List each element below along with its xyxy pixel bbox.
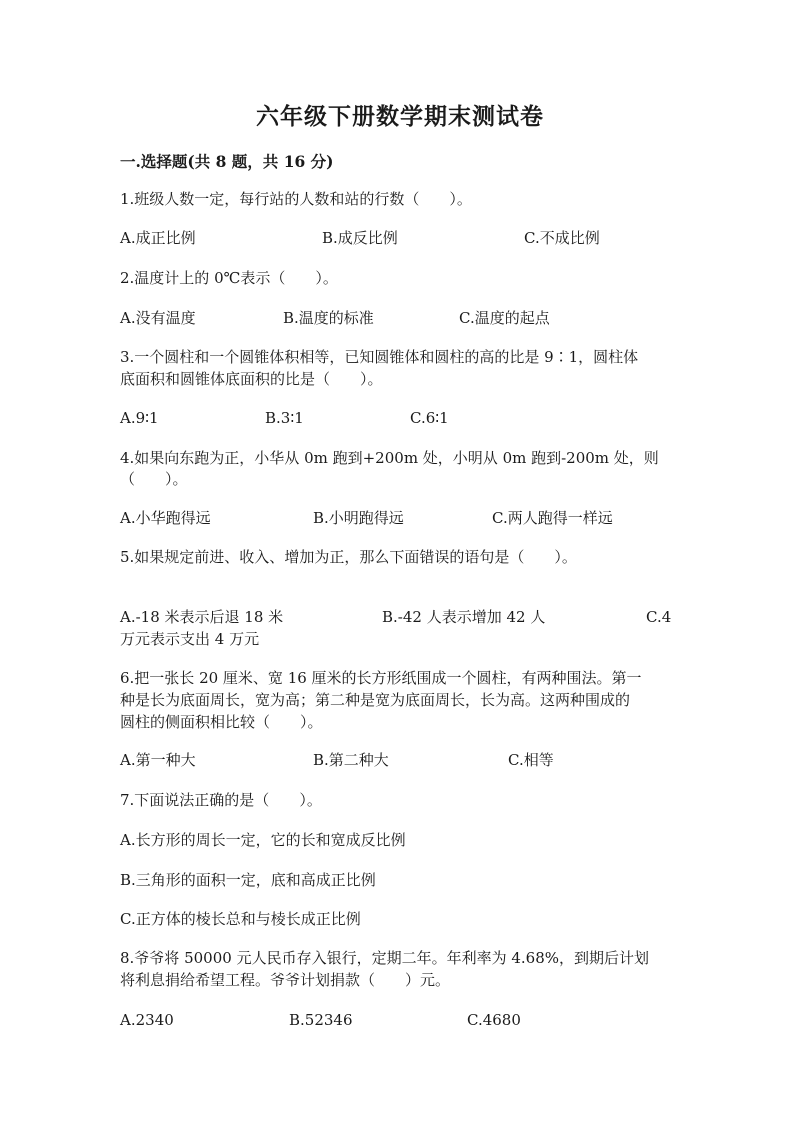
question-5-option-a: A.-18 米表示后退 18 米 — [120, 608, 284, 626]
question-2-option-a: A.没有温度 — [120, 309, 196, 327]
question-1-text: 1.班级人数一定，每行站的人数和站的行数（ ）。 — [120, 190, 472, 208]
question-1-option-a: A.成正比例 — [120, 229, 196, 247]
question-2-text: 2.温度计上的 0℃表示（ ）。 — [120, 269, 338, 287]
question-5-option-c-wrap: 万元表示支出 4 万元 — [120, 630, 260, 648]
question-4-text-line-2: （ ）。 — [120, 470, 188, 488]
question-6-option-b: B.第二种大 — [313, 751, 389, 769]
question-6-text-line-3: 圆柱的侧面积相比较（ ）。 — [120, 713, 323, 731]
question-3-option-c: C.6∶1 — [410, 409, 449, 427]
question-4-option-a: A.小华跑得远 — [120, 509, 211, 527]
question-7-text: 7.下面说法正确的是（ ）。 — [120, 791, 322, 809]
question-6-option-a: A.第一种大 — [120, 751, 196, 769]
question-4-option-b: B.小明跑得远 — [313, 509, 404, 527]
section-heading: 一.选择题(共 8 题，共 16 分) — [120, 152, 334, 171]
question-2-option-c: C.温度的起点 — [459, 309, 550, 327]
question-5-option-c: C.4 — [646, 608, 672, 626]
question-7-option-b: B.三角形的面积一定，底和高成正比例 — [120, 871, 376, 889]
question-8-option-c: C.4680 — [467, 1011, 521, 1029]
question-4-option-c: C.两人跑得一样远 — [492, 509, 613, 527]
question-6-text-line-2: 种是长为底面周长，宽为高；第二种是宽为底面周长，长为高。这两种围成的 — [120, 691, 631, 709]
question-4-text-line-1: 4.如果向东跑为正，小华从 0m 跑到+200m 处，小明从 0m 跑到-200m 处，则 — [120, 449, 659, 467]
question-6-option-c: C.相等 — [508, 751, 554, 769]
question-1-option-c: C.不成比例 — [524, 229, 600, 247]
question-5-option-b: B.-42 人表示增加 42 人 — [382, 608, 546, 626]
question-8-option-b: B.52346 — [289, 1011, 353, 1029]
question-2-option-b: B.温度的标准 — [283, 309, 374, 327]
question-3-text-line-1: 3.一个圆柱和一个圆锥体积相等，已知圆锥体和圆柱的高的比是 9∶1，圆柱体 — [120, 348, 639, 366]
question-8-text-line-1: 8.爷爷将 50000 元人民币存入银行，定期二年。年利率为 4.68%，到期后计划 — [120, 949, 649, 967]
question-5-text: 5.如果规定前进、收入、增加为正，那么下面错误的语句是（ ）。 — [120, 548, 577, 566]
question-3-text-line-2: 底面积和圆锥体底面积的比是（ ）。 — [120, 370, 383, 388]
question-1-option-b: B.成反比例 — [322, 229, 398, 247]
question-8-text-line-2: 将利息捐给希望工程。爷爷计划捐款（ ）元。 — [120, 971, 451, 989]
page-title: 六年级下册数学期末测试卷 — [256, 103, 544, 130]
question-3-option-a: A.9∶1 — [120, 409, 159, 427]
question-6-text-line-1: 6.把一张长 20 厘米、宽 16 厘米的长方形纸围成一个圆柱，有两种围法。第一 — [120, 669, 642, 687]
question-3-option-b: B.3∶1 — [265, 409, 304, 427]
question-7-option-a: A.长方形的周长一定，它的长和宽成反比例 — [120, 831, 406, 849]
question-7-option-c: C.正方体的棱长总和与棱长成正比例 — [120, 910, 361, 928]
question-8-option-a: A.2340 — [120, 1011, 174, 1029]
